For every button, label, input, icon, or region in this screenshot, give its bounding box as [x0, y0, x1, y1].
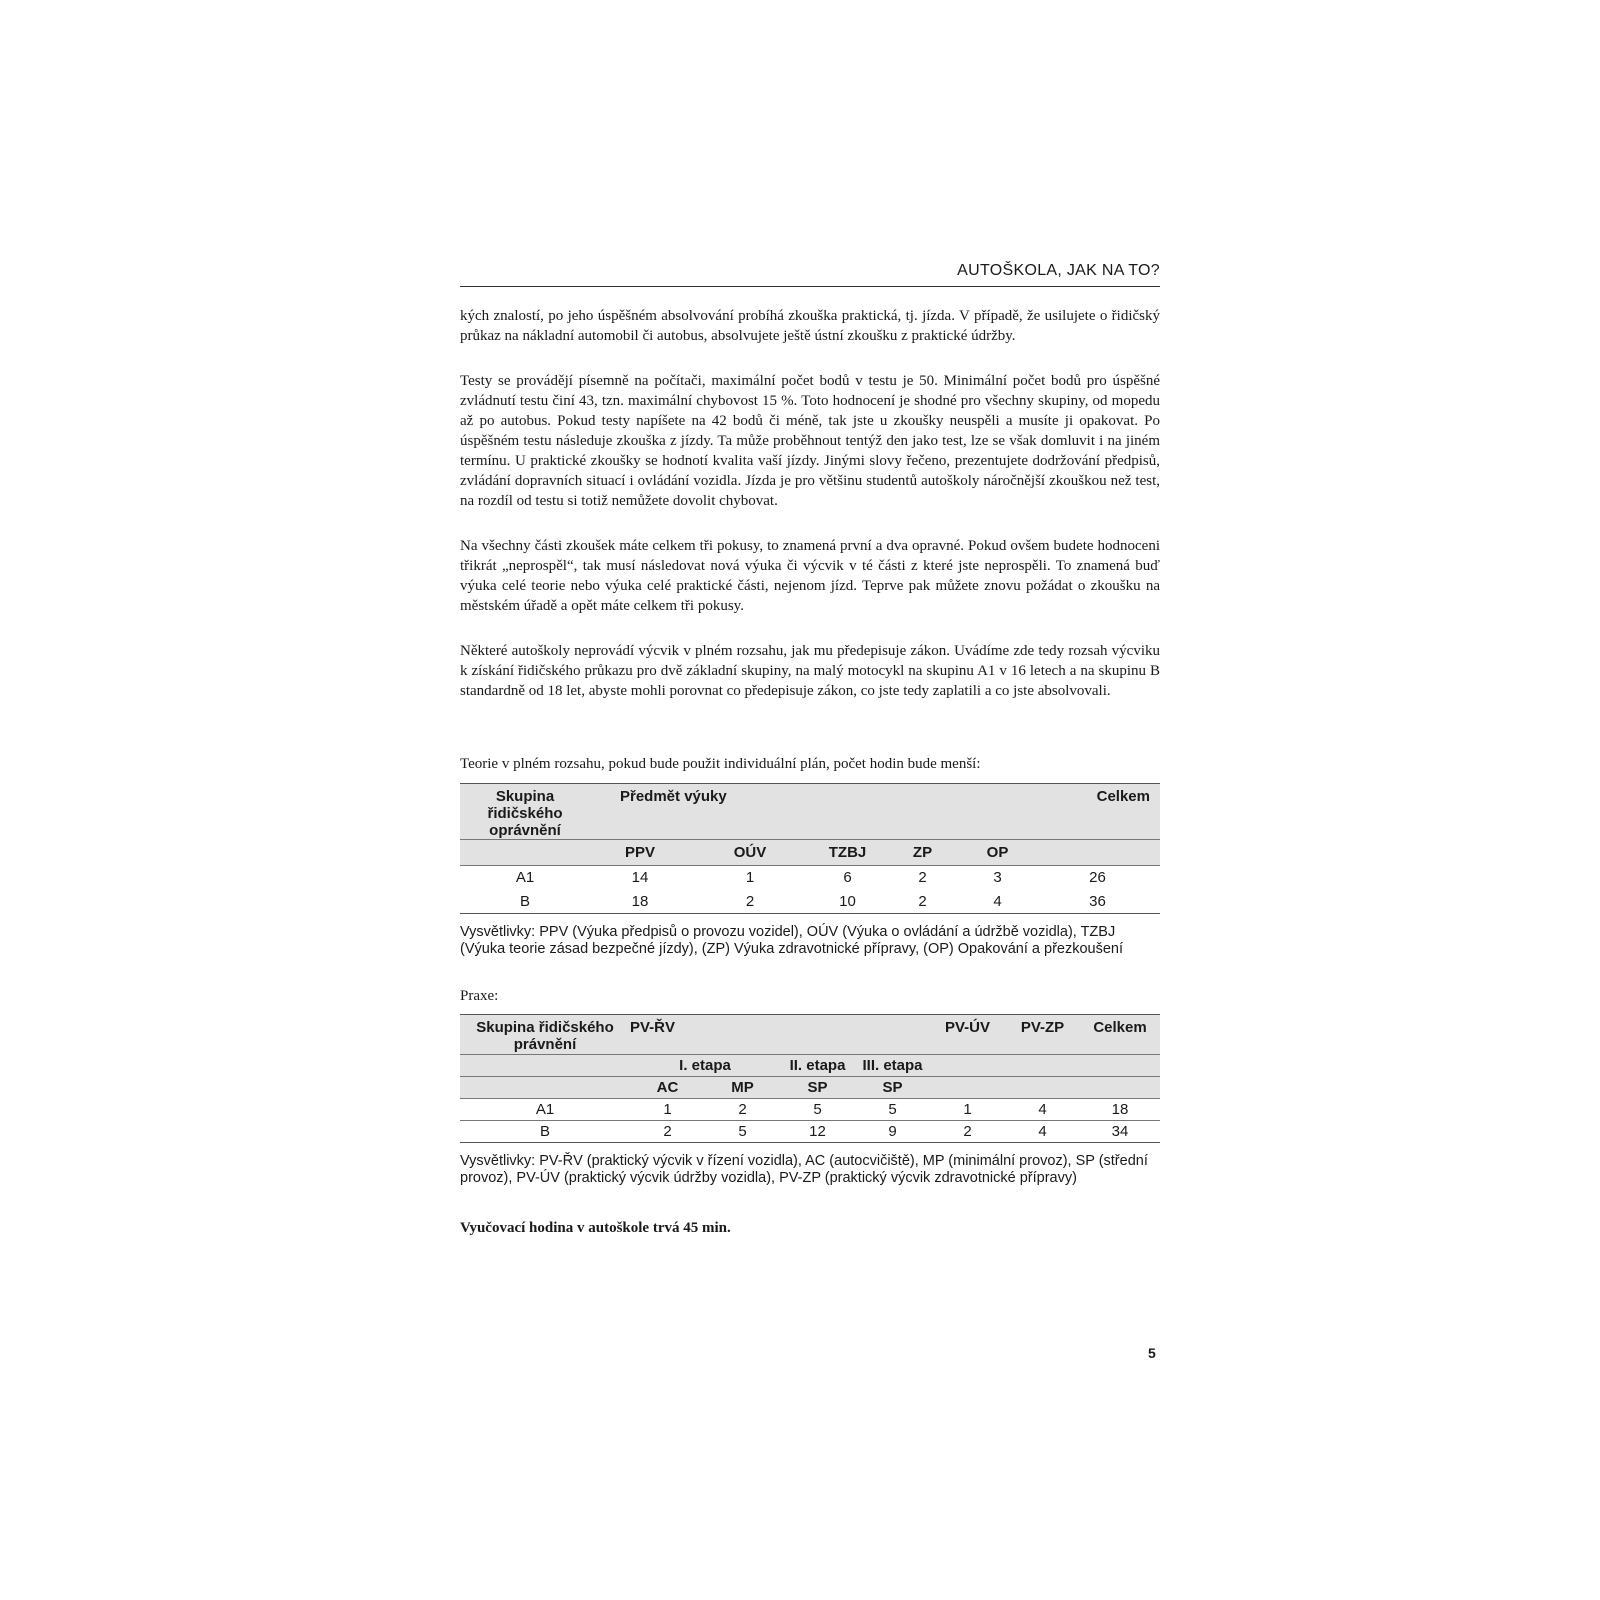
table-row [460, 890, 1160, 914]
paragraph-3: Na všechny části zkoušek máte celkem tři pokusy, to znamená první a dva opravné. Pokud ovšem budete hodnoceni třikrát „neprospěl“, tak musí následovat nová výuka či výcvik v té části z které jste neprospěli. To znamená buď výuka celé teorie nebo výuka celé praktické části, nejenom jízd. Teprve pak můžete znovu požádat o zkoušku na městském úřadě a opět máte celkem tři pokusy. [460, 538, 1160, 614]
practice-cell: 1 [930, 1099, 1005, 1121]
theory-row-total: 26 [1035, 866, 1160, 890]
paragraph-2: Testy se provádějí písemně na počítači, maximální počet bodů v testu je 50. Minimální počet bodů pro úspěšné zvládnutí testu činí 43, tzn. maximální chybovost 15 %. Toto hodnocení je shodné pro všechny skupiny, od mopedu až po autobus. Pokud testy napíšete na 42 bodů či méně, tak jste u zkoušky neuspěli a musíte ji opakovat. Po úspěšném testu následuje zkouška z jízdy. Ta může proběhnout tentýž den jako test, lze se však domluvit i na jiném termínu. U praktické zkoušky se hodnotí kvalita vaší jízdy. Jinými slovy řečeno, prezentujete dodržování předpisů, zvládání dopravních situací i ovládání vozidla. Jízda je pro většinu studentů autoškoly náročnější zkouškou než test, na rozdíl od testu si totiž nemůžete dovolit chybovat. [460, 373, 1160, 509]
lesson-duration-note: Vyučovací hodina v autoškole trvá 45 min. [460, 1220, 731, 1236]
practice-cell: 5 [705, 1121, 780, 1143]
practice-header-pvrv: PV-ŘV [630, 1015, 930, 1055]
practice-cell: 5 [855, 1099, 930, 1121]
theory-row-group: A1 [460, 866, 590, 890]
header-title: AUTOŠKOLA, JAK NA TO? [957, 262, 1160, 279]
theory-subject-ouv: OÚV [690, 840, 810, 866]
practice-stage-1: I. etapa [630, 1055, 780, 1077]
theory-cell: 2 [918, 892, 927, 910]
practice-stage-2: II. etapa [780, 1055, 855, 1077]
page-number: 5 [1148, 1345, 1156, 1361]
practice-sub-mp: MP [705, 1077, 780, 1099]
practice-header-pvuv: PV-ÚV [930, 1015, 1005, 1055]
theory-subject-zp: ZP [885, 840, 960, 866]
theory-cell: 3 [960, 866, 1035, 890]
practice-row-group: A1 [460, 1099, 630, 1121]
practice-header-total: Celkem [1080, 1015, 1160, 1055]
theory-cell: 18 [631, 892, 649, 910]
practice-cell: 1 [630, 1099, 705, 1121]
paragraph-1: kých znalostí, po jeho úspěšném absolvování probíhá zkouška praktická, tj. jízda. V případě, že usilujete o řidičský průkaz na nákladní automobil či autobus, absolvujete ještě ústní zkoušku z praktické údržby. [460, 308, 1160, 344]
practice-sub-sp: SP [780, 1077, 855, 1099]
theory-table [460, 783, 1160, 914]
practice-cell: 2 [630, 1121, 705, 1143]
table-row [460, 866, 1160, 890]
practice-cell: 4 [1005, 1099, 1080, 1121]
theory-header-subject: Předmět výuky [590, 784, 1035, 840]
theory-header-total: Celkem [1035, 784, 1160, 840]
practice-caption: Praxe: [460, 988, 499, 1004]
practice-cell: 2 [705, 1099, 780, 1121]
theory-cell: 4 [993, 892, 1002, 910]
table-row [460, 1121, 1160, 1143]
practice-legend: Vysvětlivky: PV-ŘV (praktický výcvik v řízení vozidla), AC (autocvičiště), MP (minimální provoz), SP (střední provoz), PV-ÚV (praktický výcvik údržby vozidla), PV-ZP (praktický výcvik zdravotnické přípravy) [460, 1153, 1148, 1186]
theory-cell: 14 [590, 866, 690, 890]
practice-cell: 9 [855, 1121, 930, 1143]
theory-cell: 1 [690, 866, 810, 890]
theory-subject-ppv: PPV [590, 840, 690, 866]
practice-cell: 5 [780, 1099, 855, 1121]
paragraph-4: Některé autoškoly neprovádí výcvik v plném rozsahu, jak mu předepisuje zákon. Uvádíme zde tedy rozsah výcviku k získání řidičského průkazu pro dvě základní skupiny, na malý motocykl na skupinu A1 v 16 letech a na skupinu B standardně od 18 let, abyste mohli porovnat co předepisuje zákon, co jste tedy zaplatili a co jste absolvovali. [460, 643, 1160, 699]
practice-sub-sp: SP [855, 1077, 930, 1099]
practice-sub-ac: AC [630, 1077, 705, 1099]
theory-header-group: Skupina řidičského oprávnění [460, 784, 590, 840]
practice-cell: 12 [780, 1121, 855, 1143]
theory-subject-op: OP [960, 840, 1035, 866]
practice-row-total: 18 [1080, 1099, 1160, 1121]
running-header [460, 250, 1160, 287]
theory-legend: Vysvětlivky: PPV (Výuka předpisů o provozu vozidel), OÚV (Výuka o ovládání a údržbě vozidla), TZBJ (Výuka teorie zásad bezpečné jízdy), (ZP) Výuka zdravotnické přípravy, (OP) Opakování a přezkoušení [460, 924, 1123, 957]
theory-subject-tzbj: TZBJ [810, 840, 885, 866]
theory-cell: 6 [810, 866, 885, 890]
practice-cell: 2 [930, 1121, 1005, 1143]
page [460, 250, 1160, 1237]
theory-cell: 10 [839, 892, 856, 910]
theory-caption: Teorie v plném rozsahu, pokud bude použit individuální plán, počet hodin bude menší: [460, 756, 981, 772]
practice-row-group: B [460, 1121, 630, 1143]
theory-row-group: B [519, 892, 530, 910]
practice-row-total: 34 [1080, 1121, 1160, 1143]
practice-header-group: Skupina řidičského právnění [460, 1015, 630, 1055]
practice-stage-3: III. etapa [855, 1055, 930, 1077]
practice-cell: 4 [1005, 1121, 1080, 1143]
theory-row-total: 36 [1089, 892, 1106, 910]
practice-table [460, 1014, 1160, 1143]
theory-cell: 2 [745, 892, 755, 910]
practice-header-pvzp: PV-ZP [1005, 1015, 1080, 1055]
theory-cell: 2 [885, 866, 960, 890]
table-row [460, 1099, 1160, 1121]
